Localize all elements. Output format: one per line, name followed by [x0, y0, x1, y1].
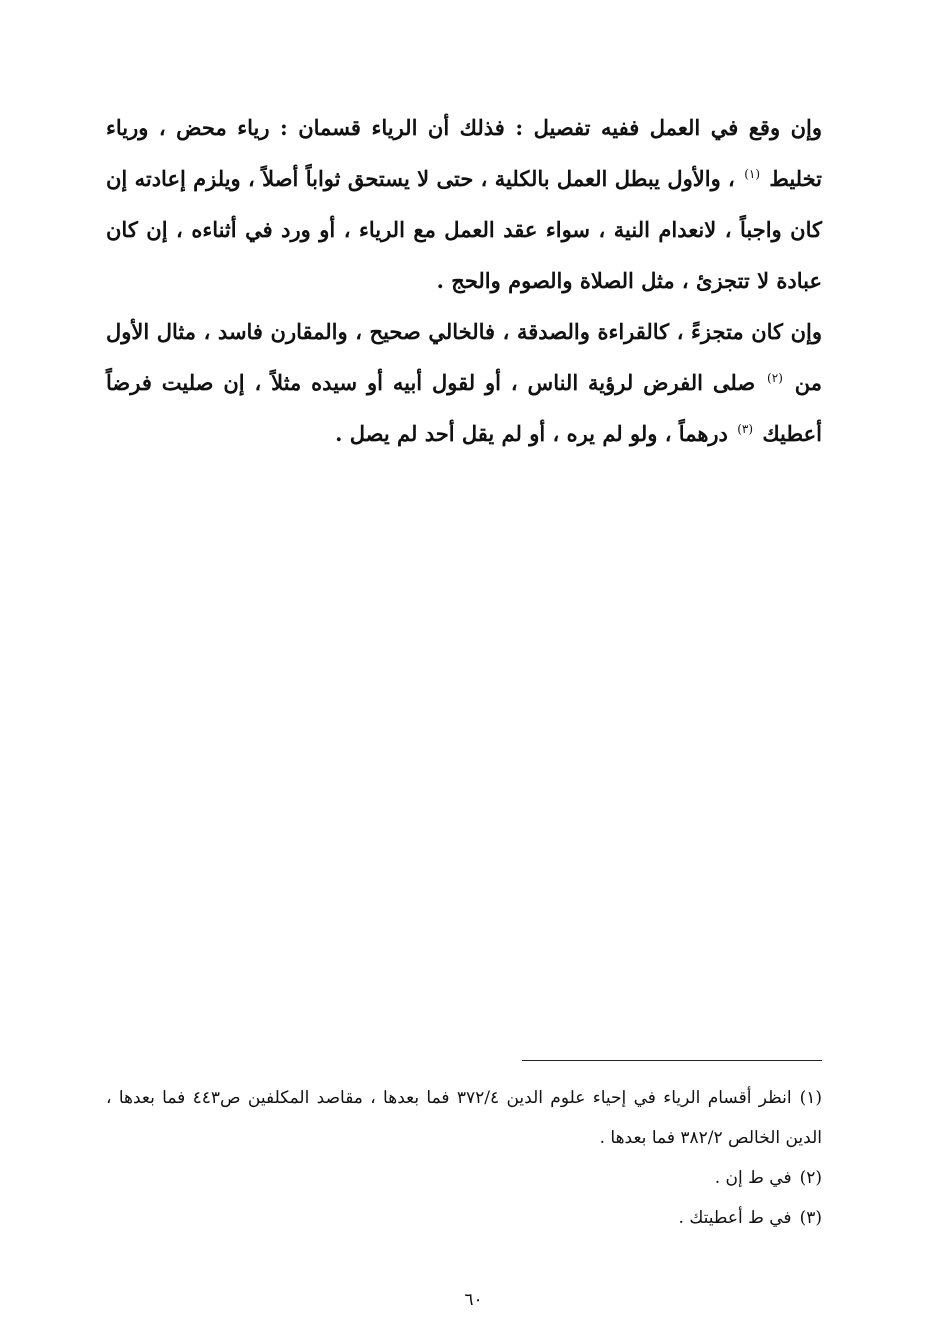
paragraph-2: [106, 306, 822, 459]
footnote-3-text: في ط أعطيتك .: [678, 1208, 792, 1228]
footnote-3: [106, 1198, 822, 1238]
footnote-1-text: انظر أقسام الرياء في إحياء علوم الدين ٣٧٢/٤ فما بعدها ، مقاصد المكلفين ص٤٤٣ فما بعدها ، الدين الخالص ٣٨٢/٢ فما بعدها .: [106, 1088, 822, 1148]
footnote-ref-1: (١): [744, 167, 761, 181]
footnote-1-number: (١): [799, 1088, 822, 1108]
paragraph-2-part-1: وإن كان متجزءً ، كالقراءة والصدقة ، فالخالي صحيح ، والمقارن فاسد ، مثال الأول من: [106, 319, 822, 395]
footnotes-section: [106, 1078, 822, 1238]
footnote-2: [106, 1158, 822, 1198]
page-number: ٦٠: [464, 1290, 483, 1310]
footnote-1: [106, 1078, 822, 1158]
main-text: [106, 102, 822, 459]
footnote-separator: [522, 1060, 822, 1061]
paragraph-1-part-2: ، والأول يبطل العمل بالكلية ، حتى لا يستحق ثواباً أصلاً ، ويلزم إعادته إن كان واجباً ، لانعدام النية ، سواء عقد العمل مع الرياء ، أو ورد في أثناءه ، إن كان عبادة لا تتجزئ ، مثل الصلاة والصوم والحج .: [106, 166, 822, 293]
footnote-2-text: في ط إن .: [714, 1168, 792, 1188]
footnote-3-number: (٣): [799, 1208, 822, 1228]
footnote-ref-3: (٣): [737, 422, 754, 436]
paragraph-1-part-1: وإن وقع في العمل ففيه تفصيل : فذلك أن الرياء قسمان : رياء محض ، ورياء تخليط: [106, 115, 823, 191]
footnote-ref-2: (٢): [767, 371, 783, 385]
paragraph-2-part-3: درهماً ، ولو لم يره ، أو لم يقل أحد لم يصل .: [335, 421, 728, 446]
paragraph-1: [106, 102, 822, 306]
paragraph-2-part-2: صلى الفرض لرؤية الناس ، أو لقول أبيه أو سيده مثلاً ، إن صليت فرضاً أعطيك: [106, 370, 822, 446]
footnote-2-number: (٢): [799, 1168, 822, 1188]
